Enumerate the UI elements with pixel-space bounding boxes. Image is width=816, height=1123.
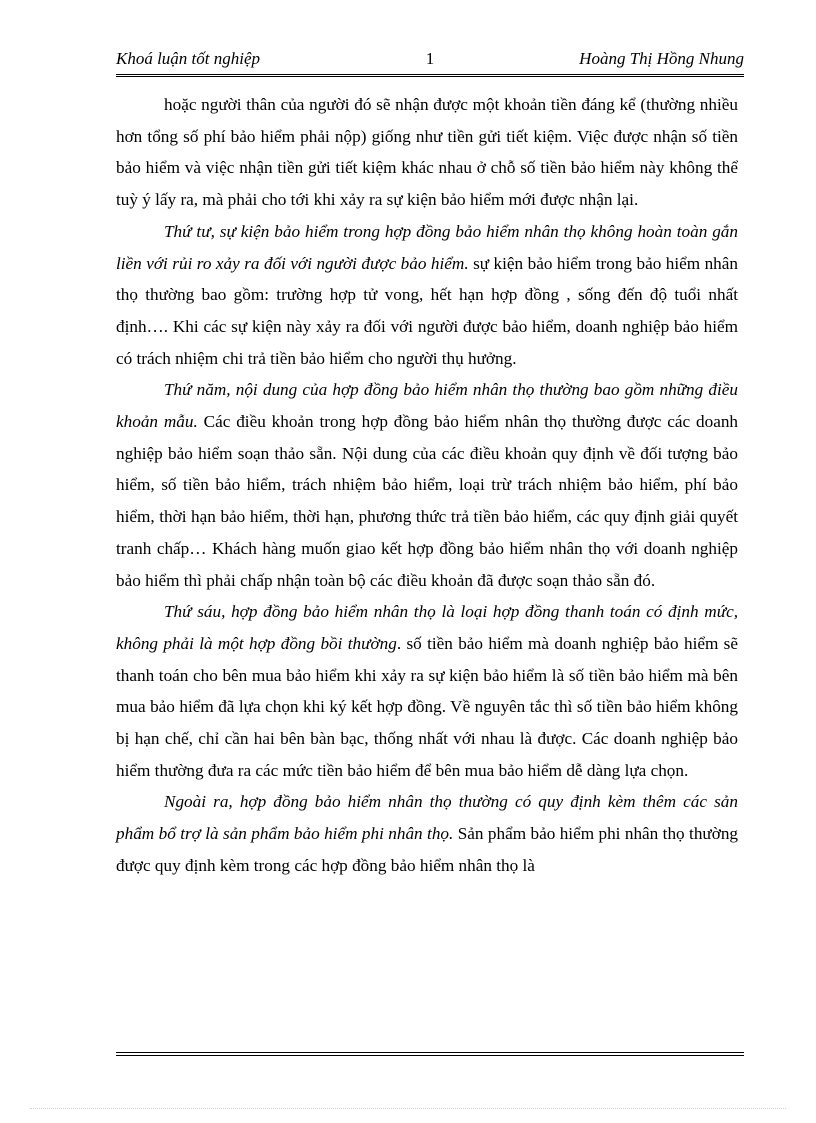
header-page-number: 1 <box>425 49 435 68</box>
paragraph-text: Các điều khoản trong hợp đồng bảo hiểm nhân thọ thường được các doanh nghiệp bảo hiểm soạn thảo sẵn. Nội dung của các điều khoản quy định về đối tượng bảo hiểm, số tiền bảo hiểm, trách nhiệm bảo hiểm, loại trừ trách nhiệm bảo hiểm, phí bảo hiểm, thời hạn bảo hiểm, thời hạn, phương thức trả tiền bảo hiểm, các quy định giải quyết tranh chấp… Khách hàng muốn giao kết hợp đồng bảo hiểm nhân thọ với doanh nghiệp bảo hiểm thì phải chấp nhận toàn bộ các điều khoản đã được soạn thảo sẵn đó. <box>116 412 739 590</box>
paragraph-fourth <box>116 216 738 375</box>
paragraph-lead-italic: Thứ sáu, hợp đồng bảo hiểm nhân thọ là loại hợp đồng thanh toán có định mức, không phải là một hợp đồng bồi thường <box>116 602 738 653</box>
paragraph-text: hoặc người thân của người đó sẽ nhận được một khoản tiền đáng kể (thường nhiều hơn tổng số phí bảo hiểm phải nộp) giống như tiền gửi tiết kiệm. Việc được nhận số tiền bảo hiểm và việc nhận tiền gửi tiết kiệm khác nhau ở chỗ số tiền bảo hiểm này không thể tuỳ ý lấy ra, mà phải cho tới khi xảy ra sự kiện bảo hiểm mới được nhận lại. <box>116 95 738 210</box>
page-header <box>116 48 744 77</box>
paragraph-text: . số tiền bảo hiểm mà doanh nghiệp bảo hiểm sẽ thanh toán cho bên mua bảo hiểm khi xảy ra sự kiện bảo hiểm là số tiền bảo hiểm mà bên mua bảo hiểm đã lựa chọn khi ký kết hợp đồng. Về nguyên tắc thì số tiền bảo hiểm không bị hạn chế, chỉ cần hai bên bàn bạc, thống nhất với nhau là được. Các doanh nghiệp bảo hiểm thường đưa ra các mức tiền bảo hiểm để bên mua bảo hiểm dễ dàng lựa chọn. <box>116 633 738 780</box>
paragraph-fifth <box>116 374 738 596</box>
header-thesis-title: Khoá luận tốt nghiệp <box>116 49 261 68</box>
footer-double-rule <box>116 1052 744 1056</box>
paragraph-additional <box>116 786 738 881</box>
paragraph-lead-italic: Thứ năm, nội dung của hợp đồng bảo hiểm nhân thọ thường bao gồm những điều khoản mẫu. <box>116 380 738 432</box>
paragraph-text: sự kiện bảo hiểm trong bảo hiểm nhân thọ thường bao gồm: trường hợp tử vong, hết hạn hợp đồng , sống đến độ tuổi nhất định…. Khi các sự kiện này xảy ra đối với người được bảo hiểm, doanh nghiệp bảo hiểm có trách nhiệm chi trả tiền bảo hiểm cho người thụ hưởng. <box>116 253 738 368</box>
paragraph-sixth <box>116 596 738 786</box>
page-bottom-dotted-edge <box>30 1108 786 1109</box>
paragraph-lead-italic: Thứ tư, sự kiện bảo hiểm trong hợp đồng bảo hiểm nhân thọ không hoàn toàn gắn liền với rủi ro xảy ra đối với người được bảo hiểm. <box>116 221 738 273</box>
paragraph-lead-italic: Ngoài ra, hợp đồng bảo hiểm nhân thọ thường có quy định kèm thêm các sản phẩm bổ trợ là sản phẩm bảo hiểm phi nhân thọ. <box>116 792 738 844</box>
paragraph-continuation <box>116 89 738 216</box>
paragraph-text: Sản phẩm bảo hiểm phi nhân thọ thường được quy định kèm trong các hợp đồng bảo hiểm nhân thọ là <box>116 824 739 875</box>
header-author-name: Hoàng Thị Hồng Nhung <box>579 49 744 68</box>
body-text <box>116 89 738 882</box>
